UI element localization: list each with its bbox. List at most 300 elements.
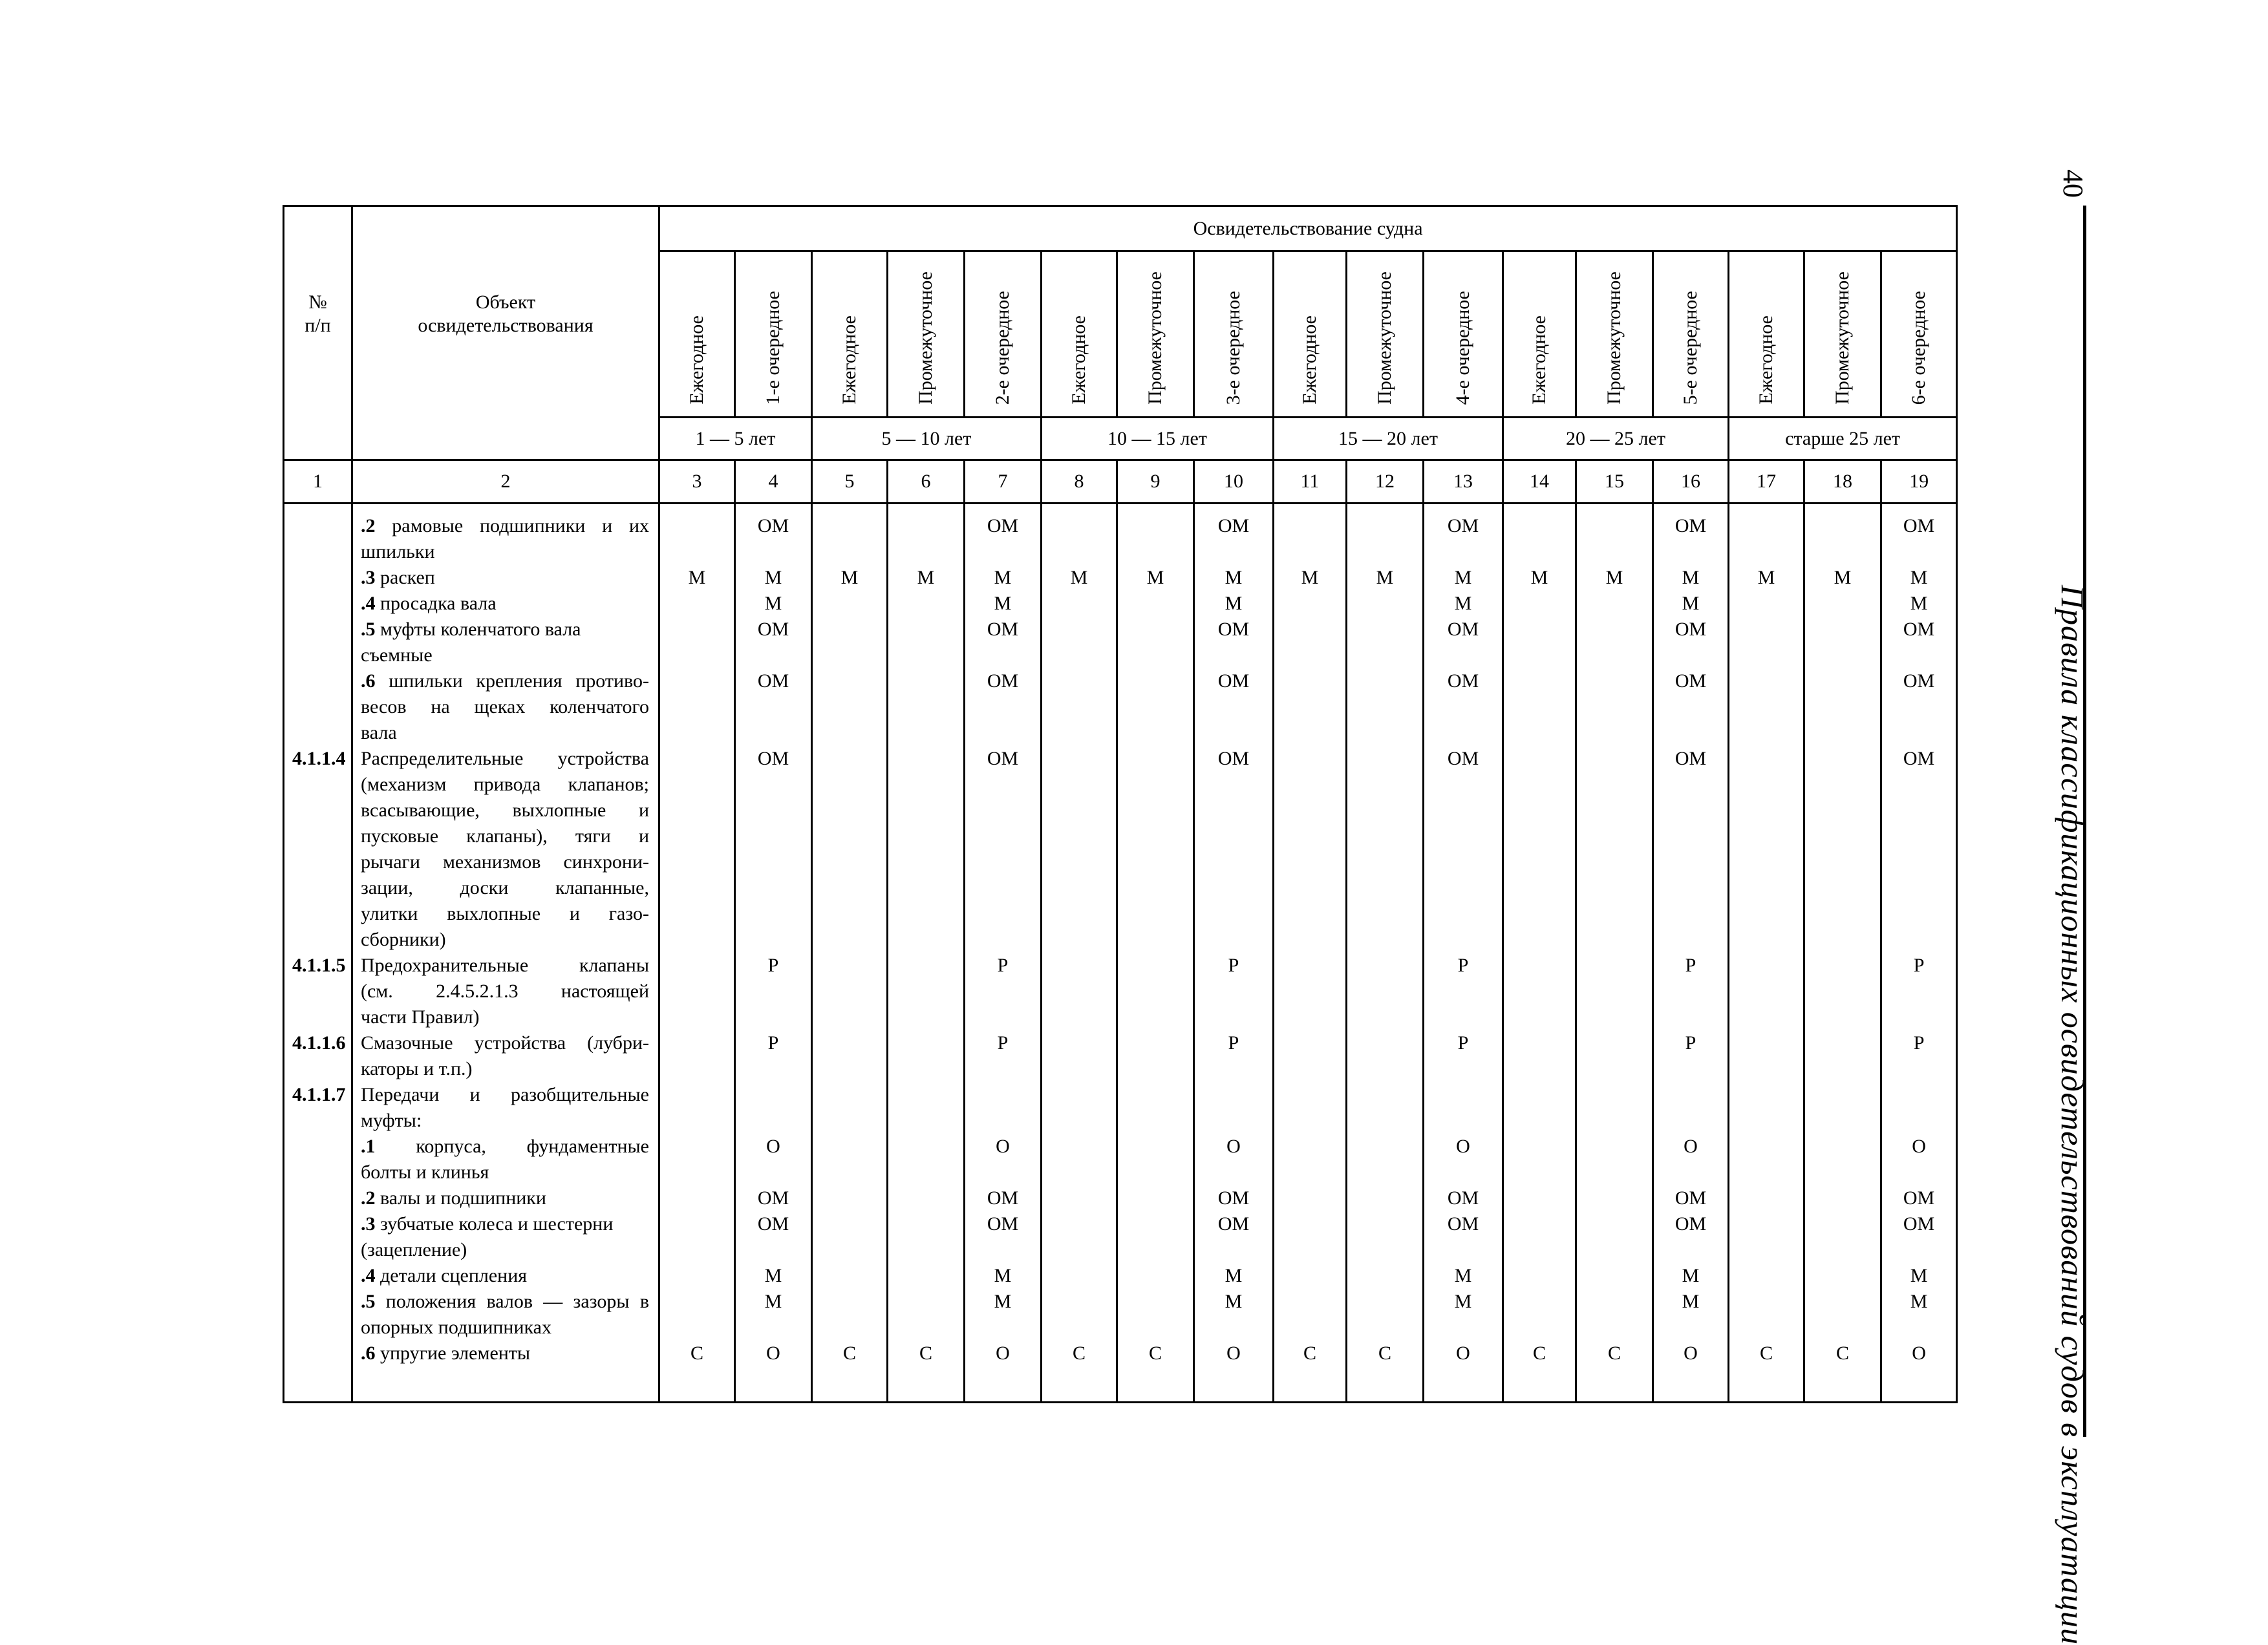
survey-value: [1347, 1237, 1422, 1263]
object-line: [353, 1263, 658, 1289]
survey-value: [813, 591, 886, 617]
survey-value: [1729, 901, 1803, 927]
survey-type-header: [812, 251, 888, 418]
survey-value: М: [994, 1291, 1012, 1312]
survey-value: [1424, 901, 1502, 927]
item-number: [284, 720, 351, 746]
survey-value: М: [1454, 593, 1472, 614]
survey-value: О: [1456, 1136, 1470, 1157]
survey-value: [1274, 1030, 1345, 1056]
survey-type-wrap: [965, 252, 1040, 416]
object-line: [353, 1056, 658, 1082]
item-number: [284, 979, 351, 1004]
survey-value: [1805, 927, 1880, 953]
survey-value: [1577, 1108, 1652, 1134]
object-line: [353, 539, 658, 565]
object-text: рычаги механизмов синхрони-: [361, 851, 649, 873]
column-number: 5: [812, 460, 888, 504]
survey-value: [965, 901, 1040, 927]
survey-value: [1347, 1185, 1422, 1211]
survey-value: [1805, 953, 1880, 979]
survey-value: [1577, 720, 1652, 746]
subitem-label: .1: [361, 1136, 376, 1157]
survey-value: [1274, 1108, 1345, 1134]
survey-value: [1347, 1289, 1422, 1315]
survey-value: О: [766, 1136, 780, 1157]
survey-value: С: [1303, 1343, 1316, 1364]
survey-value: [813, 1030, 886, 1056]
survey-value: [1274, 1056, 1345, 1082]
survey-value: [1118, 823, 1193, 849]
survey-value: [1118, 1160, 1193, 1185]
object-line: [353, 720, 658, 746]
survey-value-column: [735, 504, 812, 1403]
survey-value: [965, 772, 1040, 798]
survey-value-column: [965, 504, 1042, 1403]
survey-value: [1504, 772, 1575, 798]
survey-value: [660, 849, 734, 875]
survey-value: [813, 1056, 886, 1082]
item-number: [284, 1108, 351, 1134]
item-number: 4.1.1.4: [292, 748, 346, 769]
survey-type-header: [1347, 251, 1424, 418]
survey-value: [736, 823, 811, 849]
header-object-line-2: освидетельствования: [418, 315, 594, 336]
survey-type-label: Ежегодное: [1528, 315, 1550, 405]
survey-value: [1882, 875, 1956, 901]
survey-value: [660, 1211, 734, 1237]
survey-value: [1805, 513, 1880, 539]
survey-value: [660, 901, 734, 927]
survey-type-wrap: [1274, 252, 1345, 416]
age-group-header: старше 25 лет: [1729, 418, 1957, 460]
survey-value: [1577, 1004, 1652, 1030]
survey-value: [1729, 1160, 1803, 1185]
survey-value: [1504, 668, 1575, 694]
survey-value: [660, 823, 734, 849]
survey-value: [1504, 1263, 1575, 1289]
survey-value: [1882, 927, 1956, 953]
survey-value: [1882, 1315, 1956, 1341]
survey-value: [1654, 642, 1728, 668]
survey-value: [1654, 539, 1728, 565]
survey-value: [1577, 1315, 1652, 1341]
object-line: [353, 1237, 658, 1263]
column-number: 15: [1576, 460, 1653, 504]
survey-value: М: [1682, 567, 1700, 588]
survey-value: [660, 875, 734, 901]
survey-value: М: [994, 1265, 1012, 1286]
column-number: 2: [352, 460, 659, 504]
survey-value: [888, 617, 963, 642]
survey-value: [1424, 772, 1502, 798]
survey-value: [1274, 1315, 1345, 1341]
survey-value: [1118, 617, 1193, 642]
survey-value: [1654, 720, 1728, 746]
survey-value: М: [917, 567, 935, 588]
survey-value: [1274, 642, 1345, 668]
survey-value: Р: [767, 955, 779, 976]
survey-value: [1042, 539, 1116, 565]
survey-type-header: [1576, 251, 1653, 418]
survey-value: М: [1454, 567, 1472, 588]
object-line: [353, 1134, 658, 1160]
survey-value: [965, 798, 1040, 823]
survey-value: [1118, 901, 1193, 927]
survey-value: [1042, 1263, 1116, 1289]
survey-value: [1195, 798, 1272, 823]
survey-value: [1042, 1185, 1116, 1211]
survey-value: [1654, 823, 1728, 849]
object-text: Передачи и разобщительные: [361, 1084, 649, 1105]
survey-value: [888, 849, 963, 875]
survey-value: [1577, 849, 1652, 875]
survey-value: М: [1530, 567, 1548, 588]
survey-type-header: [659, 251, 735, 418]
survey-value: [1042, 1030, 1116, 1056]
survey-value: [1347, 539, 1422, 565]
object-line: [353, 849, 658, 875]
survey-value: [1424, 1315, 1502, 1341]
survey-type-wrap: [813, 252, 886, 416]
survey-value: [1882, 1108, 1956, 1134]
survey-type-label: Промежуточное: [915, 271, 936, 405]
survey-value: [1729, 823, 1803, 849]
column-number: 12: [1347, 460, 1424, 504]
survey-value: [1118, 927, 1193, 953]
object-text: просадка вала: [375, 593, 497, 614]
survey-value: [888, 746, 963, 772]
subitem-label: .4: [361, 1265, 376, 1286]
object-text: пусковые клапаны), тяги и: [361, 825, 649, 847]
survey-type-wrap: [1805, 252, 1880, 416]
survey-value: [1118, 1211, 1193, 1237]
survey-value: [1118, 1030, 1193, 1056]
survey-value: [1118, 720, 1193, 746]
object-line: [353, 1341, 658, 1366]
survey-value: [1118, 746, 1193, 772]
survey-type-label: Промежуточное: [1603, 271, 1625, 405]
survey-value: [965, 1315, 1040, 1341]
survey-value: [1118, 1185, 1193, 1211]
survey-value: [1729, 1004, 1803, 1030]
survey-value: [1805, 1315, 1880, 1341]
survey-value: ОМ: [1674, 619, 1707, 640]
survey-value: [660, 1134, 734, 1160]
survey-value: [1654, 849, 1728, 875]
survey-value: [1195, 875, 1272, 901]
survey-value: [1042, 772, 1116, 798]
survey-value: [813, 668, 886, 694]
survey-type-header: [1804, 251, 1881, 418]
survey-value: [1118, 1237, 1193, 1263]
survey-value: [1274, 1263, 1345, 1289]
survey-value: [1195, 927, 1272, 953]
column-number: 6: [888, 460, 965, 504]
object-line: [353, 798, 658, 823]
survey-value: [1424, 927, 1502, 953]
survey-value: [965, 875, 1040, 901]
survey-value: [1042, 927, 1116, 953]
survey-type-wrap: [888, 252, 963, 416]
survey-value: М: [1376, 567, 1394, 588]
survey-type-wrap: [1347, 252, 1422, 416]
age-group-header: 15 — 20 лет: [1274, 418, 1503, 460]
item-number: [284, 823, 351, 849]
survey-value: ОМ: [1217, 1187, 1250, 1209]
survey-value: [1274, 1289, 1345, 1315]
survey-value: ОМ: [1674, 748, 1707, 769]
survey-value: [1042, 1211, 1116, 1237]
item-number: [284, 668, 351, 694]
survey-value: [813, 1185, 886, 1211]
survey-value: М: [1070, 567, 1088, 588]
survey-value: [1654, 1237, 1728, 1263]
survey-value: [660, 617, 734, 642]
column-number: 7: [965, 460, 1042, 504]
survey-value: [1195, 1160, 1272, 1185]
survey-value: М: [840, 567, 859, 588]
item-number: [284, 1211, 351, 1237]
survey-value: [1654, 901, 1728, 927]
survey-value: [965, 1160, 1040, 1185]
survey-value: [888, 1108, 963, 1134]
survey-value: [1729, 642, 1803, 668]
survey-value: [1118, 513, 1193, 539]
object-text: корпуса, фундаментные: [375, 1136, 649, 1157]
survey-value: [1577, 1289, 1652, 1315]
survey-value: ОМ: [1217, 670, 1250, 692]
survey-value: [1424, 1108, 1502, 1134]
survey-value: [1274, 513, 1345, 539]
column-number: 1: [284, 460, 352, 504]
column-number: 11: [1274, 460, 1347, 504]
survey-value: [1195, 1237, 1272, 1263]
survey-value: ОМ: [757, 1213, 789, 1235]
survey-value: [1654, 1056, 1728, 1082]
survey-value: [1577, 642, 1652, 668]
survey-value: [1347, 1056, 1422, 1082]
survey-group-header: Освидетельствование судна: [659, 206, 1957, 251]
survey-value: [1274, 927, 1345, 953]
survey-value: [888, 694, 963, 720]
survey-value: М: [1910, 567, 1928, 588]
survey-type-wrap: [1195, 252, 1272, 416]
subitem-label: .3: [361, 1213, 376, 1235]
survey-value: [660, 539, 734, 565]
survey-value: [1577, 1082, 1652, 1108]
survey-value: [1274, 539, 1345, 565]
survey-value: [1805, 668, 1880, 694]
survey-value: [813, 694, 886, 720]
survey-value: М: [1225, 1291, 1243, 1312]
survey-value: [888, 1315, 963, 1341]
survey-value: [965, 642, 1040, 668]
object-text: упругие элементы: [375, 1343, 531, 1364]
survey-value: [813, 979, 886, 1004]
object-text: Предохранительные клапаны: [361, 955, 649, 976]
survey-value: [1577, 668, 1652, 694]
survey-value: [813, 927, 886, 953]
survey-value: [1347, 720, 1422, 746]
survey-value: [1577, 875, 1652, 901]
survey-value: [1504, 901, 1575, 927]
survey-value: [1042, 1056, 1116, 1082]
survey-value: М: [1225, 1265, 1243, 1286]
item-number: [284, 927, 351, 953]
survey-value: [1118, 642, 1193, 668]
survey-type-label: 1-е очередное: [762, 290, 784, 405]
survey-value: [736, 694, 811, 720]
survey-value: О: [1684, 1343, 1698, 1364]
survey-value: [965, 979, 1040, 1004]
survey-value: [1882, 720, 1956, 746]
survey-value: [1424, 694, 1502, 720]
header-object-line-1: Объект: [475, 292, 536, 313]
survey-value: [1504, 539, 1575, 565]
survey-type-header: [735, 251, 812, 418]
survey-value: [965, 694, 1040, 720]
survey-type-wrap: [1729, 252, 1803, 416]
survey-value: ОМ: [757, 670, 789, 692]
survey-type-header: [1117, 251, 1194, 418]
survey-value: [1729, 668, 1803, 694]
object-text: муфты коленчатого вала: [375, 619, 581, 640]
object-line: [353, 1160, 658, 1185]
survey-value: [660, 1160, 734, 1185]
survey-value: [1577, 1160, 1652, 1185]
survey-value: [1042, 1082, 1116, 1108]
survey-value: [1805, 1056, 1880, 1082]
survey-value: [1195, 772, 1272, 798]
survey-value: [1042, 720, 1116, 746]
survey-value: [1424, 1237, 1502, 1263]
survey-value: [1118, 1108, 1193, 1134]
survey-value-column: [1503, 504, 1576, 1403]
survey-value: [736, 1237, 811, 1263]
survey-value: Р: [1913, 955, 1925, 976]
survey-value: [1504, 513, 1575, 539]
survey-value: [1805, 772, 1880, 798]
survey-value: [1042, 1108, 1116, 1134]
survey-value: [1042, 746, 1116, 772]
survey-value: О: [1912, 1343, 1926, 1364]
object-line: [353, 746, 658, 772]
survey-type-label: 3-е очередное: [1223, 290, 1244, 405]
object-line: [353, 565, 658, 591]
survey-value: [888, 875, 963, 901]
survey-value: [736, 539, 811, 565]
survey-value: [1805, 875, 1880, 901]
survey-value: [1274, 720, 1345, 746]
survey-value: [1347, 1315, 1422, 1341]
survey-value: [1347, 927, 1422, 953]
survey-value: [1882, 1082, 1956, 1108]
survey-value: [813, 1004, 886, 1030]
survey-value: [1654, 694, 1728, 720]
survey-value: [1729, 1263, 1803, 1289]
survey-value: [1424, 1160, 1502, 1185]
survey-type-label: 5-е очередное: [1680, 290, 1701, 405]
survey-value: О: [1912, 1136, 1926, 1157]
survey-value: [1577, 927, 1652, 953]
survey-value: [1805, 617, 1880, 642]
object-text: раскеп: [375, 567, 435, 588]
survey-value: [1805, 1237, 1880, 1263]
survey-value: [1577, 1263, 1652, 1289]
survey-type-header: [1274, 251, 1347, 418]
survey-value: [1729, 513, 1803, 539]
survey-value: [1577, 1030, 1652, 1056]
survey-value: [1195, 1082, 1272, 1108]
survey-type-label: Ежегодное: [1299, 315, 1320, 405]
survey-value: [1347, 617, 1422, 642]
object-text: Распределительные устройства: [361, 748, 649, 769]
survey-value: [1882, 1004, 1956, 1030]
item-number: [284, 642, 351, 668]
survey-value: [1118, 1004, 1193, 1030]
survey-value: [1274, 823, 1345, 849]
survey-value: [736, 927, 811, 953]
survey-value: [813, 1082, 886, 1108]
survey-value: [1424, 823, 1502, 849]
survey-value: М: [1910, 593, 1928, 614]
survey-value: ОМ: [757, 748, 789, 769]
survey-value: [1729, 1134, 1803, 1160]
survey-value: [1042, 591, 1116, 617]
survey-value: [1729, 953, 1803, 979]
survey-value: [1729, 798, 1803, 823]
item-number: [284, 1134, 351, 1160]
survey-value: [1274, 1082, 1345, 1108]
object-line: [353, 668, 658, 694]
survey-value: ОМ: [1903, 1187, 1935, 1209]
survey-value: О: [996, 1136, 1010, 1157]
survey-value: ОМ: [1674, 670, 1707, 692]
survey-value: [1042, 875, 1116, 901]
column-number: 16: [1653, 460, 1729, 504]
survey-value: ОМ: [1903, 670, 1935, 692]
survey-value: [736, 1082, 811, 1108]
survey-value: [888, 1237, 963, 1263]
survey-value: ОМ: [1674, 515, 1707, 536]
header-number-cell: [284, 206, 352, 460]
survey-value: Р: [1228, 1032, 1239, 1054]
survey-value: [1729, 772, 1803, 798]
survey-value: [1347, 953, 1422, 979]
survey-value: [1882, 772, 1956, 798]
survey-value: [888, 1211, 963, 1237]
survey-value: [1042, 823, 1116, 849]
survey-value: [1805, 849, 1880, 875]
item-number: [284, 1004, 351, 1030]
column-number: 3: [659, 460, 735, 504]
survey-value: [813, 1108, 886, 1134]
survey-type-wrap: [1042, 252, 1116, 416]
survey-type-header: [1424, 251, 1503, 418]
object-text: опорных подшипниках: [361, 1317, 551, 1338]
survey-value-column: [1576, 504, 1653, 1403]
survey-value: [1347, 668, 1422, 694]
survey-value: [888, 1160, 963, 1185]
subitem-label: .3: [361, 567, 376, 588]
survey-value: [1504, 798, 1575, 823]
survey-value: [1042, 1237, 1116, 1263]
survey-value: [813, 1134, 886, 1160]
survey-value: [1042, 849, 1116, 875]
survey-value: М: [994, 593, 1012, 614]
survey-value: [1729, 1108, 1803, 1134]
